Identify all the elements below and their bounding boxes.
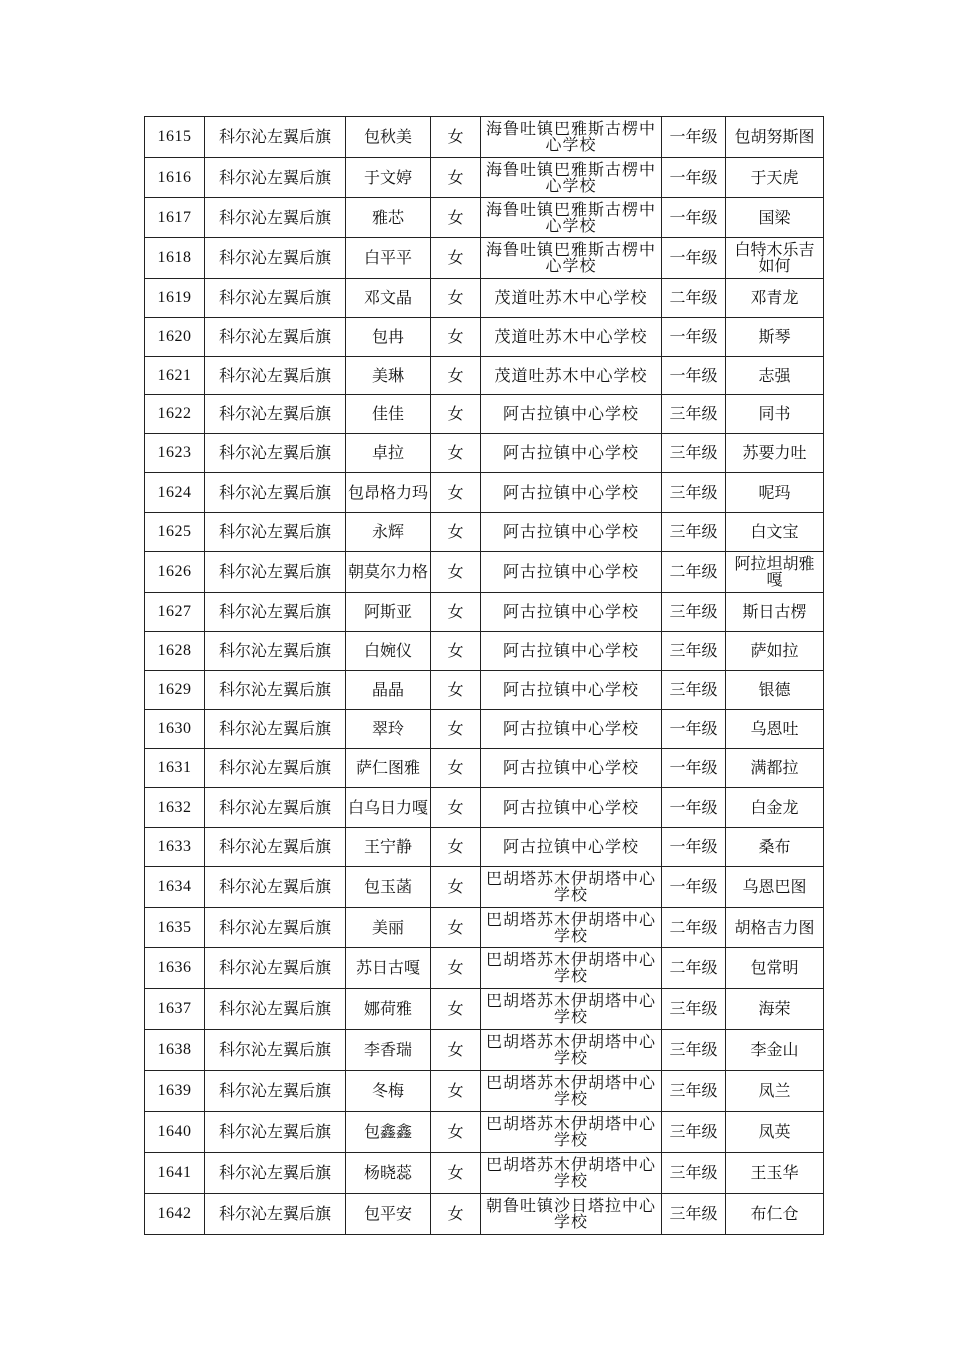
guardian-name: 包常明: [726, 948, 824, 989]
table-row: [145, 395, 824, 434]
table-row: [145, 989, 824, 1030]
table-row: [145, 671, 824, 710]
school-name: 海鲁吐镇巴雅斯古楞中心学校: [481, 238, 662, 279]
row-number: 1636: [145, 948, 205, 989]
student-name: 王宁静: [346, 828, 431, 867]
student-name: 娜荷雅: [346, 989, 431, 1030]
grade-cell: 三年级: [662, 632, 726, 671]
row-number: 1619: [145, 279, 205, 318]
region-cell: 科尔沁左翼后旗: [205, 593, 346, 632]
student-name: 萨仁图雅: [346, 749, 431, 788]
gender-cell: 女: [431, 434, 481, 473]
school-name: 阿古拉镇中心学校: [481, 395, 662, 434]
table-row: [145, 318, 824, 357]
table-row: [145, 867, 824, 908]
school-name: 阿古拉镇中心学校: [481, 434, 662, 473]
school-name: 海鲁吐镇巴雅斯古楞中心学校: [481, 117, 662, 158]
table-row: [145, 473, 824, 513]
gender-cell: 女: [431, 632, 481, 671]
school-name: 巴胡塔苏木伊胡塔中心学校: [481, 908, 662, 948]
table-row: [145, 434, 824, 473]
grade-cell: 三年级: [662, 1030, 726, 1071]
region-cell: 科尔沁左翼后旗: [205, 749, 346, 788]
row-number: 1623: [145, 434, 205, 473]
table-row: [145, 158, 824, 198]
gender-cell: 女: [431, 238, 481, 279]
grade-cell: 三年级: [662, 434, 726, 473]
school-name: 阿古拉镇中心学校: [481, 710, 662, 749]
school-name: 巴胡塔苏木伊胡塔中心学校: [481, 1153, 662, 1194]
student-name: 佳佳: [346, 395, 431, 434]
row-number: 1634: [145, 867, 205, 908]
gender-cell: 女: [431, 948, 481, 989]
table-row: [145, 593, 824, 632]
guardian-name: 桑布: [726, 828, 824, 867]
region-cell: 科尔沁左翼后旗: [205, 513, 346, 552]
gender-cell: 女: [431, 395, 481, 434]
grade-cell: 二年级: [662, 948, 726, 989]
student-name: 朝莫尔力格: [346, 552, 431, 593]
guardian-name: 乌恩巴图: [726, 867, 824, 908]
table-row: [145, 1112, 824, 1153]
student-table: [144, 116, 824, 1235]
guardian-name: 斯日古楞: [726, 593, 824, 632]
region-cell: 科尔沁左翼后旗: [205, 434, 346, 473]
student-name: 李香瑞: [346, 1030, 431, 1071]
region-cell: 科尔沁左翼后旗: [205, 867, 346, 908]
table-body: [145, 117, 824, 1235]
table-row: [145, 279, 824, 318]
student-name: 包昂格力玛: [346, 473, 431, 513]
row-number: 1624: [145, 473, 205, 513]
guardian-name: 银德: [726, 671, 824, 710]
grade-cell: 一年级: [662, 749, 726, 788]
row-number: 1635: [145, 908, 205, 948]
school-name: 茂道吐苏木中心学校: [481, 279, 662, 318]
school-name: 巴胡塔苏木伊胡塔中心学校: [481, 1071, 662, 1112]
grade-cell: 一年级: [662, 828, 726, 867]
gender-cell: 女: [431, 117, 481, 158]
grade-cell: 三年级: [662, 671, 726, 710]
grade-cell: 三年级: [662, 1153, 726, 1194]
student-name: 雅芯: [346, 198, 431, 238]
region-cell: 科尔沁左翼后旗: [205, 357, 346, 395]
grade-cell: 一年级: [662, 198, 726, 238]
gender-cell: 女: [431, 867, 481, 908]
grade-cell: 三年级: [662, 473, 726, 513]
gender-cell: 女: [431, 593, 481, 632]
gender-cell: 女: [431, 710, 481, 749]
student-name: 晶晶: [346, 671, 431, 710]
region-cell: 科尔沁左翼后旗: [205, 1194, 346, 1235]
table-row: [145, 632, 824, 671]
student-name: 美丽: [346, 908, 431, 948]
grade-cell: 三年级: [662, 513, 726, 552]
row-number: 1632: [145, 788, 205, 828]
student-name: 杨晓蕊: [346, 1153, 431, 1194]
row-number: 1617: [145, 198, 205, 238]
table-row: [145, 710, 824, 749]
row-number: 1627: [145, 593, 205, 632]
school-name: 茂道吐苏木中心学校: [481, 357, 662, 395]
grade-cell: 二年级: [662, 552, 726, 593]
gender-cell: 女: [431, 318, 481, 357]
guardian-name: 白文宝: [726, 513, 824, 552]
row-number: 1641: [145, 1153, 205, 1194]
row-number: 1626: [145, 552, 205, 593]
grade-cell: 三年级: [662, 1194, 726, 1235]
region-cell: 科尔沁左翼后旗: [205, 158, 346, 198]
region-cell: 科尔沁左翼后旗: [205, 395, 346, 434]
guardian-name: 海荣: [726, 989, 824, 1030]
school-name: 朝鲁吐镇沙日塔拉中心学校: [481, 1194, 662, 1235]
grade-cell: 二年级: [662, 279, 726, 318]
region-cell: 科尔沁左翼后旗: [205, 828, 346, 867]
guardian-name: 胡格吉力图: [726, 908, 824, 948]
row-number: 1616: [145, 158, 205, 198]
guardian-name: 邓青龙: [726, 279, 824, 318]
student-name: 邓文晶: [346, 279, 431, 318]
guardian-name: 斯琴: [726, 318, 824, 357]
school-name: 阿古拉镇中心学校: [481, 749, 662, 788]
guardian-name: 于天虎: [726, 158, 824, 198]
row-number: 1642: [145, 1194, 205, 1235]
school-name: 阿古拉镇中心学校: [481, 513, 662, 552]
row-number: 1631: [145, 749, 205, 788]
region-cell: 科尔沁左翼后旗: [205, 1071, 346, 1112]
gender-cell: 女: [431, 198, 481, 238]
grade-cell: 三年级: [662, 1071, 726, 1112]
grade-cell: 一年级: [662, 318, 726, 357]
row-number: 1621: [145, 357, 205, 395]
table-row: [145, 1030, 824, 1071]
gender-cell: 女: [431, 552, 481, 593]
school-name: 海鲁吐镇巴雅斯古楞中心学校: [481, 198, 662, 238]
table-row: [145, 552, 824, 593]
grade-cell: 一年级: [662, 357, 726, 395]
student-name: 冬梅: [346, 1071, 431, 1112]
row-number: 1629: [145, 671, 205, 710]
region-cell: 科尔沁左翼后旗: [205, 948, 346, 989]
region-cell: 科尔沁左翼后旗: [205, 1030, 346, 1071]
gender-cell: 女: [431, 1030, 481, 1071]
row-number: 1640: [145, 1112, 205, 1153]
row-number: 1625: [145, 513, 205, 552]
table-row: [145, 513, 824, 552]
gender-cell: 女: [431, 788, 481, 828]
guardian-name: 呢玛: [726, 473, 824, 513]
school-name: 巴胡塔苏木伊胡塔中心学校: [481, 989, 662, 1030]
student-name: 包平安: [346, 1194, 431, 1235]
school-name: 茂道吐苏木中心学校: [481, 318, 662, 357]
guardian-name: 萨如拉: [726, 632, 824, 671]
region-cell: 科尔沁左翼后旗: [205, 238, 346, 279]
region-cell: 科尔沁左翼后旗: [205, 710, 346, 749]
school-name: 阿古拉镇中心学校: [481, 828, 662, 867]
school-name: 巴胡塔苏木伊胡塔中心学校: [481, 1112, 662, 1153]
school-name: 阿古拉镇中心学校: [481, 788, 662, 828]
guardian-name: 阿拉坦胡雅嘎: [726, 552, 824, 593]
grade-cell: 三年级: [662, 593, 726, 632]
school-name: 巴胡塔苏木伊胡塔中心学校: [481, 867, 662, 908]
region-cell: 科尔沁左翼后旗: [205, 198, 346, 238]
region-cell: 科尔沁左翼后旗: [205, 552, 346, 593]
grade-cell: 一年级: [662, 867, 726, 908]
grade-cell: 一年级: [662, 158, 726, 198]
row-number: 1620: [145, 318, 205, 357]
student-name: 白婉仪: [346, 632, 431, 671]
table-row: [145, 357, 824, 395]
gender-cell: 女: [431, 158, 481, 198]
gender-cell: 女: [431, 513, 481, 552]
region-cell: 科尔沁左翼后旗: [205, 1112, 346, 1153]
grade-cell: 三年级: [662, 989, 726, 1030]
student-name: 包秋美: [346, 117, 431, 158]
row-number: 1637: [145, 989, 205, 1030]
table-row: [145, 1153, 824, 1194]
gender-cell: 女: [431, 989, 481, 1030]
grade-cell: 二年级: [662, 908, 726, 948]
gender-cell: 女: [431, 749, 481, 788]
table-row: [145, 198, 824, 238]
row-number: 1615: [145, 117, 205, 158]
region-cell: 科尔沁左翼后旗: [205, 117, 346, 158]
guardian-name: 白特木乐吉如何: [726, 238, 824, 279]
table-row: [145, 828, 824, 867]
guardian-name: 志强: [726, 357, 824, 395]
school-name: 阿古拉镇中心学校: [481, 632, 662, 671]
region-cell: 科尔沁左翼后旗: [205, 989, 346, 1030]
guardian-name: 国梁: [726, 198, 824, 238]
table-row: [145, 238, 824, 279]
student-name: 苏日古嘎: [346, 948, 431, 989]
guardian-name: 王玉华: [726, 1153, 824, 1194]
region-cell: 科尔沁左翼后旗: [205, 473, 346, 513]
row-number: 1639: [145, 1071, 205, 1112]
gender-cell: 女: [431, 828, 481, 867]
guardian-name: 包胡努斯图: [726, 117, 824, 158]
student-name: 永辉: [346, 513, 431, 552]
gender-cell: 女: [431, 1194, 481, 1235]
table-row: [145, 908, 824, 948]
student-name: 包鑫鑫: [346, 1112, 431, 1153]
gender-cell: 女: [431, 1071, 481, 1112]
region-cell: 科尔沁左翼后旗: [205, 318, 346, 357]
grade-cell: 三年级: [662, 395, 726, 434]
table-row: [145, 948, 824, 989]
row-number: 1630: [145, 710, 205, 749]
grade-cell: 三年级: [662, 1112, 726, 1153]
gender-cell: 女: [431, 671, 481, 710]
guardian-name: 乌恩吐: [726, 710, 824, 749]
row-number: 1628: [145, 632, 205, 671]
region-cell: 科尔沁左翼后旗: [205, 1153, 346, 1194]
school-name: 阿古拉镇中心学校: [481, 552, 662, 593]
table-row: [145, 749, 824, 788]
student-name: 于文婷: [346, 158, 431, 198]
grade-cell: 一年级: [662, 788, 726, 828]
guardian-name: 满都拉: [726, 749, 824, 788]
school-name: 海鲁吐镇巴雅斯古楞中心学校: [481, 158, 662, 198]
student-name: 美琳: [346, 357, 431, 395]
row-number: 1622: [145, 395, 205, 434]
student-name: 包冉: [346, 318, 431, 357]
student-name: 翠玲: [346, 710, 431, 749]
grade-cell: 一年级: [662, 117, 726, 158]
region-cell: 科尔沁左翼后旗: [205, 632, 346, 671]
school-name: 阿古拉镇中心学校: [481, 671, 662, 710]
student-name: 包玉菡: [346, 867, 431, 908]
region-cell: 科尔沁左翼后旗: [205, 908, 346, 948]
guardian-name: 苏要力吐: [726, 434, 824, 473]
school-name: 巴胡塔苏木伊胡塔中心学校: [481, 1030, 662, 1071]
grade-cell: 一年级: [662, 710, 726, 749]
grade-cell: 一年级: [662, 238, 726, 279]
table-row: [145, 1194, 824, 1235]
gender-cell: 女: [431, 1112, 481, 1153]
guardian-name: 李金山: [726, 1030, 824, 1071]
guardian-name: 布仁仓: [726, 1194, 824, 1235]
guardian-name: 同书: [726, 395, 824, 434]
guardian-name: 凤英: [726, 1112, 824, 1153]
region-cell: 科尔沁左翼后旗: [205, 788, 346, 828]
row-number: 1618: [145, 238, 205, 279]
school-name: 阿古拉镇中心学校: [481, 473, 662, 513]
school-name: 巴胡塔苏木伊胡塔中心学校: [481, 948, 662, 989]
region-cell: 科尔沁左翼后旗: [205, 671, 346, 710]
student-name: 白平平: [346, 238, 431, 279]
guardian-name: 白金龙: [726, 788, 824, 828]
gender-cell: 女: [431, 473, 481, 513]
gender-cell: 女: [431, 908, 481, 948]
row-number: 1638: [145, 1030, 205, 1071]
school-name: 阿古拉镇中心学校: [481, 593, 662, 632]
guardian-name: 凤兰: [726, 1071, 824, 1112]
region-cell: 科尔沁左翼后旗: [205, 279, 346, 318]
student-name: 白乌日力嘎: [346, 788, 431, 828]
table-row: [145, 117, 824, 158]
gender-cell: 女: [431, 357, 481, 395]
student-name: 阿斯亚: [346, 593, 431, 632]
table-row: [145, 1071, 824, 1112]
row-number: 1633: [145, 828, 205, 867]
gender-cell: 女: [431, 1153, 481, 1194]
gender-cell: 女: [431, 279, 481, 318]
table-row: [145, 788, 824, 828]
student-name: 卓拉: [346, 434, 431, 473]
